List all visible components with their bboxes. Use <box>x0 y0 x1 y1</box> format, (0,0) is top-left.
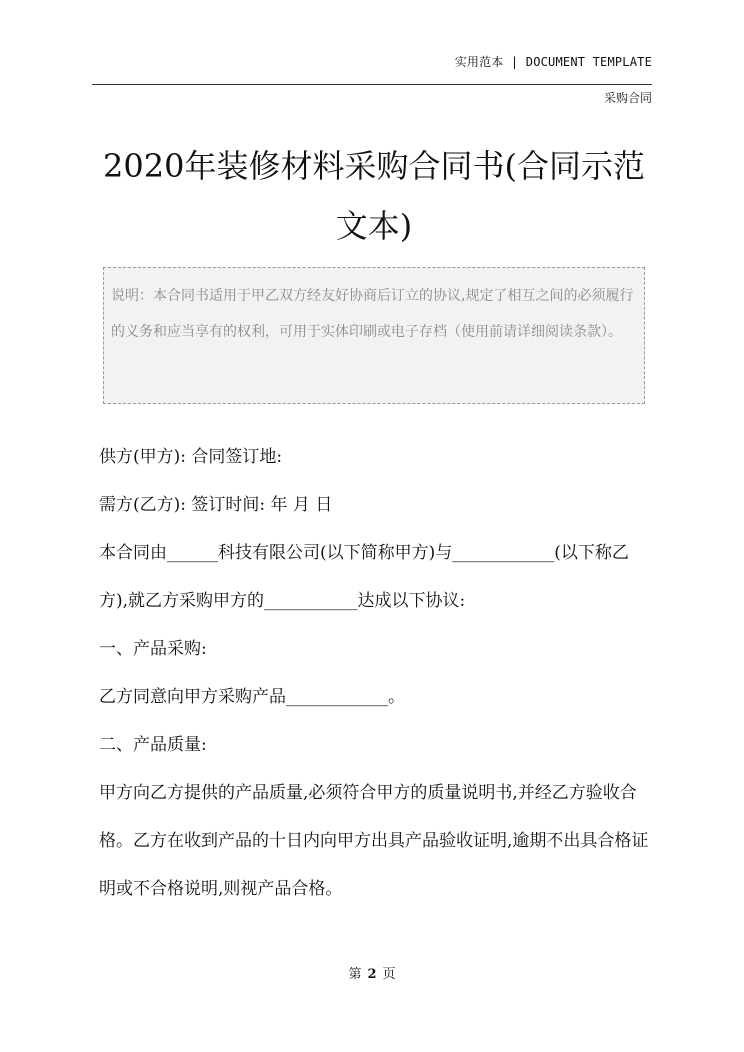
supplier-line: 供方(甲方): 合同签订地: <box>99 447 283 467</box>
footer-prefix: 第 <box>348 967 362 982</box>
intro-paragraph: 本合同由______科技有限公司(以下简称甲方)与____________(以下称乙方),就乙方采购甲方的___________达成以下协议: <box>99 543 629 611</box>
header-divider <box>92 84 652 85</box>
buyer-line: 需方(乙方): 签订时间: 年 月 日 <box>99 495 333 515</box>
page-footer <box>0 963 744 982</box>
footer-suffix: 页 <box>382 967 396 982</box>
document-title: 2020年装修材料采购合同书(合同示范文本) <box>103 147 645 245</box>
description-note: 说明：本合同书适用于甲乙双方经友好协商后订立的协议,规定了相互之间的必须履行的义务和应当享有的权利，可用于实体印刷或电子存档（使用前请详细阅读条款）。 <box>103 267 645 404</box>
section1-text: 乙方同意向甲方采购产品____________。 <box>99 687 405 707</box>
page-number: 2 <box>367 967 377 982</box>
section1-heading: 一、产品采购: <box>99 639 207 659</box>
header-category: 采购合同 <box>603 91 652 105</box>
header-brand: 实用范本 | DOCUMENT TEMPLATE <box>454 55 652 69</box>
section2-heading: 二、产品质量: <box>99 735 207 755</box>
section2-text: 甲方向乙方提供的产品质量,必须符合甲方的质量说明书,并经乙方验收合格。乙方在收到产品的十日内向甲方出具产品验收证明,逾期不出具合格证明或不合格说明,则视产品合格。 <box>99 783 649 899</box>
contract-body <box>99 433 651 913</box>
